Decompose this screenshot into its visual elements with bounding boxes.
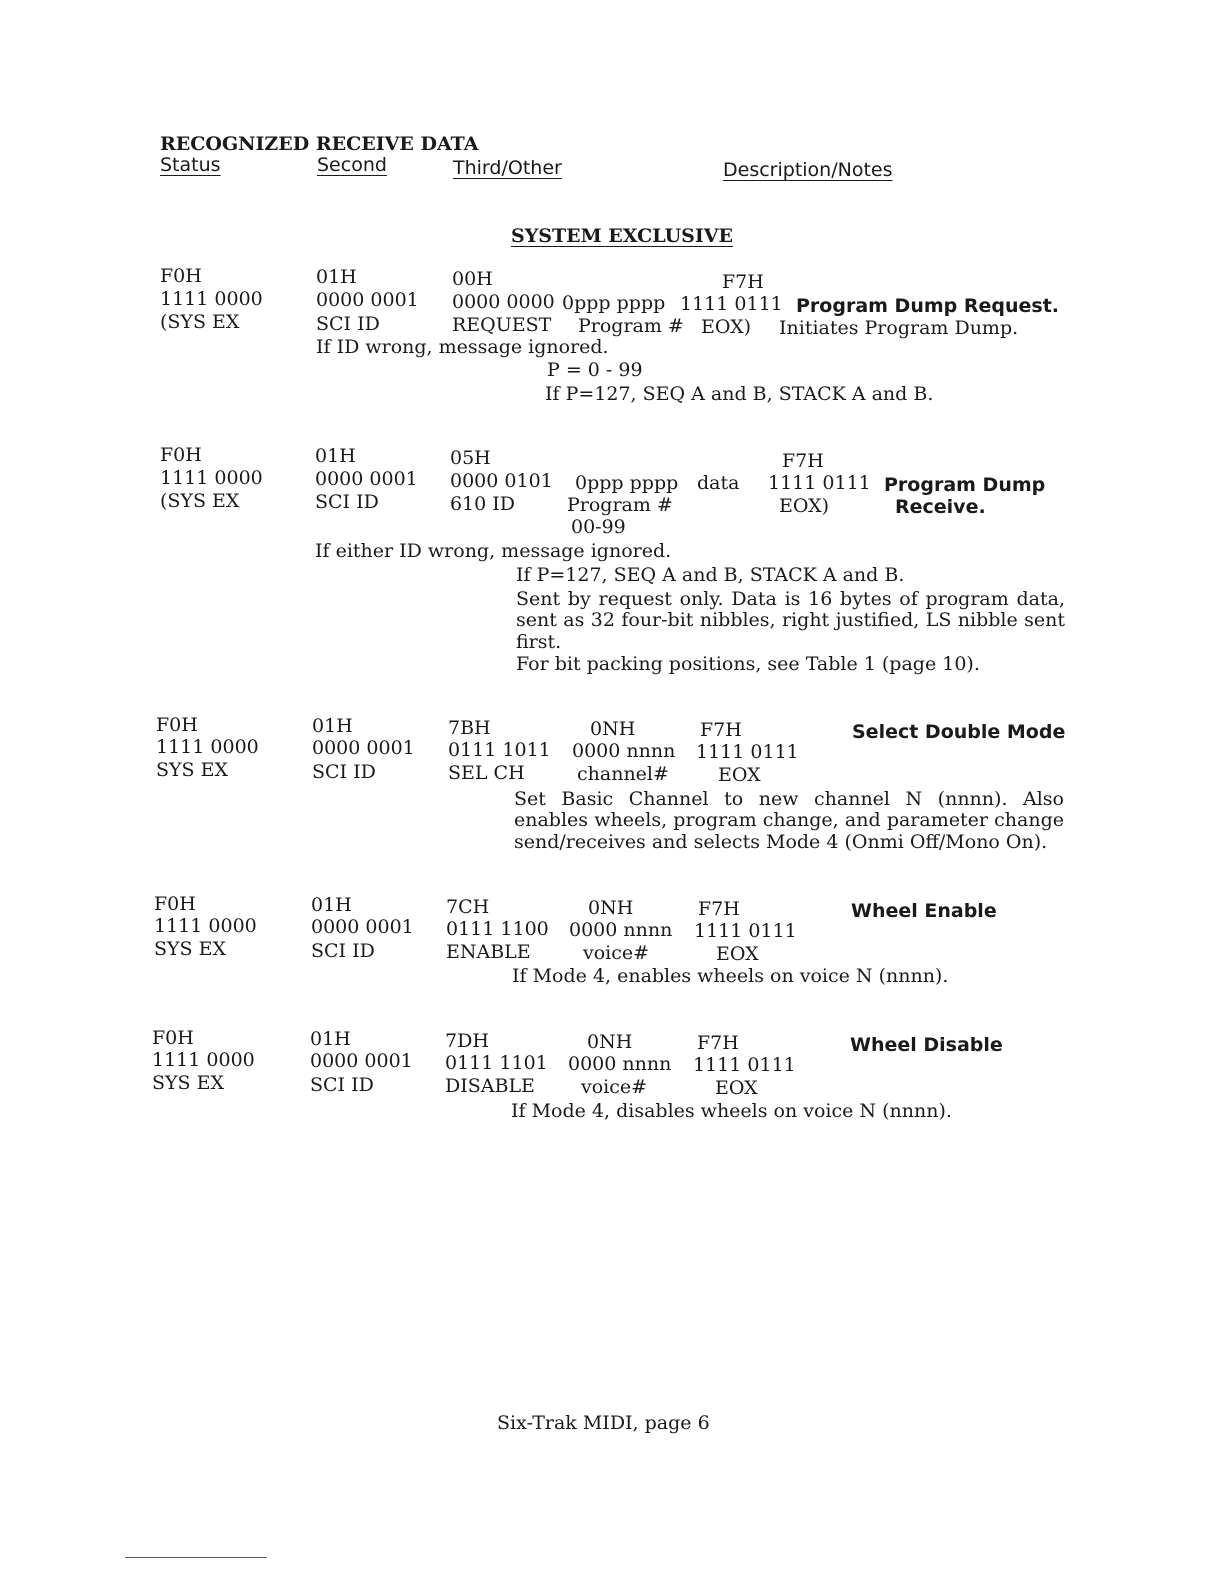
program-binary: 0ppp pppp bbox=[575, 472, 679, 494]
eox-label: EOX) bbox=[701, 316, 752, 338]
status-hex: F0H bbox=[154, 893, 196, 915]
program-range: 00-99 bbox=[571, 516, 626, 538]
eox-binary: 1111 0111 bbox=[768, 472, 871, 494]
status-binary: 1111 0000 bbox=[160, 467, 263, 489]
note: For bit packing positions, see Table 1 (page 10). bbox=[516, 653, 980, 675]
message-name: Program Dump Request. bbox=[796, 295, 1060, 317]
second-hex: 01H bbox=[315, 445, 356, 467]
second-hex: 01H bbox=[312, 715, 353, 737]
note: P = 0 - 99 bbox=[547, 359, 643, 381]
note: If P=127, SEQ A and B, STACK A and B. bbox=[545, 383, 934, 405]
column-header-description: Description/Notes bbox=[723, 159, 893, 181]
second-hex: 01H bbox=[316, 266, 357, 288]
third-hex: 7DH bbox=[445, 1030, 489, 1052]
voice-label: voice# bbox=[583, 942, 650, 964]
eox-hex: F7H bbox=[698, 898, 740, 920]
second-label: SCI ID bbox=[315, 491, 379, 513]
second-label: SCI ID bbox=[316, 313, 380, 335]
status-hex: F0H bbox=[160, 444, 202, 466]
third-label: DISABLE bbox=[445, 1075, 535, 1097]
second-label: SCI ID bbox=[312, 761, 376, 783]
second-hex: 01H bbox=[311, 894, 352, 916]
second-binary: 0000 0001 bbox=[310, 1050, 413, 1072]
status-label: SYS EX bbox=[154, 938, 227, 960]
column-header-third: Third/Other bbox=[453, 157, 562, 179]
note: If ID wrong, message ignored. bbox=[316, 336, 609, 358]
note: If P=127, SEQ A and B, STACK A and B. bbox=[516, 564, 905, 586]
second-label: SCI ID bbox=[310, 1074, 374, 1096]
eox-label: EOX bbox=[718, 764, 761, 786]
program-label: Program # bbox=[567, 494, 673, 516]
note: If either ID wrong, message ignored. bbox=[315, 540, 672, 562]
message-description: Initiates Program Dump. bbox=[779, 317, 1019, 339]
channel-binary: 0000 nnnn bbox=[572, 740, 676, 762]
status-binary: 1111 0000 bbox=[152, 1049, 255, 1071]
message-name: Program Dump bbox=[884, 474, 1046, 496]
voice-hex: 0NH bbox=[588, 897, 634, 919]
eox-binary: 1111 0111 bbox=[696, 741, 799, 763]
status-label: SYS EX bbox=[152, 1072, 225, 1094]
third-label: 610 ID bbox=[450, 493, 516, 515]
data-field: data bbox=[697, 472, 740, 494]
third-binary: 0111 1100 bbox=[446, 918, 549, 940]
voice-label: voice# bbox=[581, 1076, 648, 1098]
third-binary: 0111 1101 bbox=[445, 1052, 548, 1074]
note: If Mode 4, enables wheels on voice N (nnnn). bbox=[512, 965, 949, 987]
program-label: Program # bbox=[578, 315, 684, 337]
third-hex: 7CH bbox=[446, 896, 490, 918]
note-paragraph: Sent by request only. Data is 16 bytes of program data, sent as 32 four-bit nibbles, right justified, LS nibble sent first. bbox=[516, 588, 1065, 653]
message-name: Wheel Enable bbox=[851, 900, 997, 922]
channel-label: channel# bbox=[577, 763, 669, 785]
column-header-status: Status bbox=[160, 154, 221, 176]
second-binary: 0000 0001 bbox=[316, 289, 419, 311]
eox-label: EOX bbox=[716, 943, 759, 965]
second-binary: 0000 0001 bbox=[311, 916, 414, 938]
eox-label: EOX bbox=[715, 1077, 758, 1099]
voice-binary: 0000 nnnn bbox=[568, 1053, 672, 1075]
note: If Mode 4, disables wheels on voice N (nnnn). bbox=[511, 1100, 952, 1122]
column-header-second: Second bbox=[317, 154, 387, 176]
eox-binary: 1111 0111 bbox=[694, 920, 797, 942]
status-hex: F0H bbox=[156, 714, 198, 736]
status-binary: 1111 0000 bbox=[154, 915, 257, 937]
section-title: SYSTEM EXCLUSIVE bbox=[511, 225, 734, 247]
status-label: (SYS EX bbox=[160, 490, 240, 512]
message-name: Select Double Mode bbox=[852, 721, 1066, 743]
channel-hex: 0NH bbox=[590, 718, 636, 740]
program-binary: 0ppp pppp bbox=[562, 292, 666, 314]
third-hex: 7BH bbox=[448, 717, 491, 739]
status-label: SYS EX bbox=[156, 759, 229, 781]
message-name-line2: Receive. bbox=[895, 496, 986, 518]
third-hex: 00H bbox=[452, 268, 493, 290]
third-hex: 05H bbox=[450, 447, 491, 469]
page-footer: Six-Trak MIDI, page 6 bbox=[497, 1412, 710, 1434]
voice-hex: 0NH bbox=[587, 1031, 633, 1053]
status-hex: F0H bbox=[152, 1027, 194, 1049]
second-binary: 0000 0001 bbox=[312, 737, 415, 759]
eox-hex: F7H bbox=[697, 1032, 739, 1054]
second-hex: 01H bbox=[310, 1028, 351, 1050]
second-binary: 0000 0001 bbox=[315, 468, 418, 490]
eox-hex: F7H bbox=[782, 450, 824, 472]
third-label: REQUEST bbox=[452, 314, 552, 336]
third-binary: 0000 0101 bbox=[450, 470, 553, 492]
footer-rule bbox=[125, 1557, 267, 1558]
voice-binary: 0000 nnnn bbox=[569, 919, 673, 941]
status-label: (SYS EX bbox=[160, 311, 240, 333]
eox-hex: F7H bbox=[722, 271, 764, 293]
status-binary: 1111 0000 bbox=[160, 288, 263, 310]
eox-label: EOX) bbox=[779, 495, 830, 517]
message-name: Wheel Disable bbox=[850, 1034, 1003, 1056]
eox-hex: F7H bbox=[700, 719, 742, 741]
second-label: SCI ID bbox=[311, 940, 375, 962]
status-hex: F0H bbox=[160, 265, 202, 287]
note-paragraph: Set Basic Channel to new channel N (nnnn). Also enables wheels, program change, and parameter change send/receives and selects Mode 4 (Onmi Off/Mono On). bbox=[514, 788, 1064, 853]
eox-binary: 1111 0111 bbox=[680, 293, 783, 315]
eox-binary: 1111 0111 bbox=[693, 1054, 796, 1076]
third-binary: 0000 0000 bbox=[452, 291, 555, 313]
third-label: ENABLE bbox=[446, 941, 531, 963]
third-binary: 0111 1011 bbox=[448, 739, 551, 761]
third-label: SEL CH bbox=[448, 762, 525, 784]
page-title: RECOGNIZED RECEIVE DATA bbox=[160, 133, 479, 155]
status-binary: 1111 0000 bbox=[156, 736, 259, 758]
